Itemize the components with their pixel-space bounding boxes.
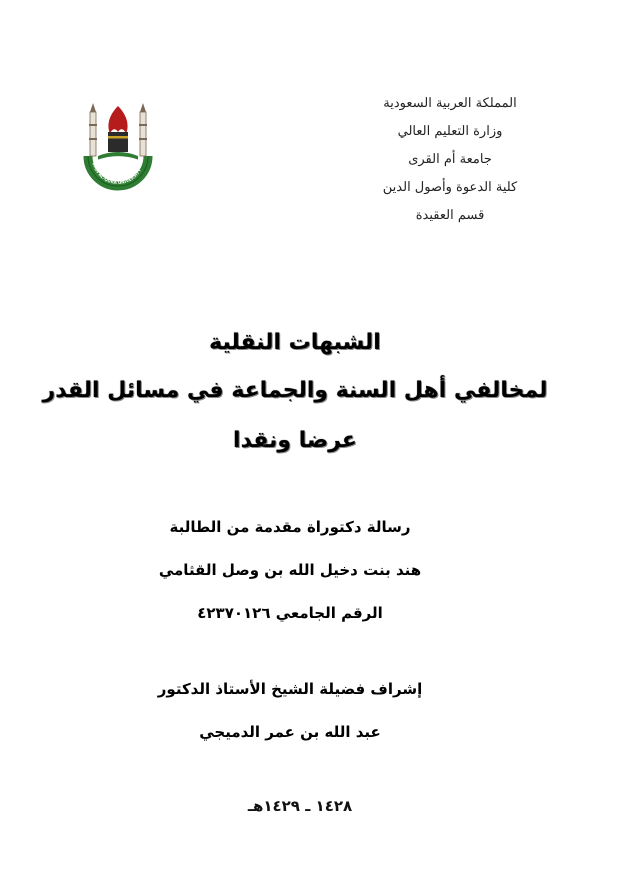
header-college: كلية الدعوة وأصول الدين <box>382 180 518 195</box>
title-line-1: الشبهات النقلية <box>209 330 381 355</box>
header-department: قسم العقيدة <box>415 208 485 223</box>
header-university: جامعة أم القرى <box>408 152 492 167</box>
title-line-2: لمخالفي أهل السنة والجماعة في مسائل القدر <box>42 378 548 403</box>
university-id: الرقم الجامعي ٤٢٣٧٠١٢٦ <box>197 604 383 622</box>
thesis-description: رسالة دكتوراة مقدمة من الطالبة <box>169 518 411 536</box>
title-line-3: عرضا ونقدا <box>233 428 357 453</box>
university-logo-icon <box>82 98 154 196</box>
header-ministry: وزارة التعليم العالي <box>397 124 503 139</box>
supervision-label: إشراف فضيلة الشيخ الأستاذ الدكتور <box>157 680 423 698</box>
institution-header <box>360 90 540 230</box>
supervisor-name: عبد الله بن عمر الدميجي <box>199 723 381 741</box>
header-country: المملكة العربية السعودية <box>383 96 517 111</box>
student-name: هند بنت دخيل الله بن وصل القثامي <box>158 561 422 579</box>
svg-text:UMM AL-QURA UNIVERSITY: UMM AL-QURA UNIVERSITY <box>91 161 143 186</box>
hijri-date: ١٤٢٨ ـ ١٤٢٩هـ <box>247 797 353 815</box>
